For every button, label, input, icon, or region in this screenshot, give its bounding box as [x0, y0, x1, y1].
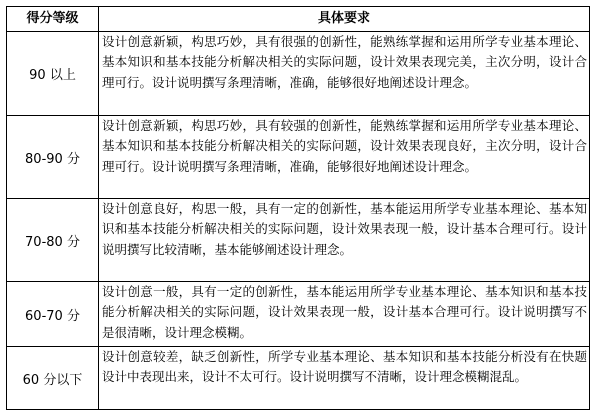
requirement-cell: 设计创意一般，具有一定的创新性，基本能运用所学专业基本理论、基本知识和基本技能分析解决相关的实际问题，设计效果表现一般，设计基本合理可行。设计说明撰写不是很清晰，设计理念模糊。: [99, 282, 590, 347]
table-row: [7, 116, 590, 199]
grading-criteria-table: [6, 6, 590, 410]
header-requirements: 具体要求: [99, 7, 590, 32]
table-row: [7, 32, 590, 116]
requirement-cell: 设计创意新颖，构思巧妙，具有很强的创新性，能熟练掌握和运用所学专业基本理论、基本知识和基本技能分析解决相关的实际问题，设计效果表现完美，主次分明，设计合理可行。设计说明撰写条理清晰，准确，能够很好地阐述设计理念。: [99, 32, 590, 116]
requirement-cell: 设计创意较差，缺乏创新性，所学专业基本理论、基本知识和基本技能分析没有在快题设计中表现出来，设计不太可行。设计说明撰写不清晰，设计理念模糊混乱。: [99, 347, 590, 410]
grade-cell: 70-80 分: [7, 199, 99, 282]
requirement-cell: 设计创意良好，构思一般，具有一定的创新性，基本能运用所学专业基本理论、基本知识和基本技能分析解决相关的实际问题，设计效果表现一般，设计基本合理可行。设计说明撰写比较清晰，基本能够阐述设计理念。: [99, 199, 590, 282]
header-row: [7, 7, 590, 32]
grade-cell: 60 分以下: [7, 347, 99, 410]
table-row: [7, 282, 590, 347]
table-row: [7, 199, 590, 282]
header-grade-level: 得分等级: [7, 7, 99, 32]
table-row: [7, 347, 590, 410]
grade-cell: 60-70 分: [7, 282, 99, 347]
grade-cell: 80-90 分: [7, 116, 99, 199]
grade-cell: 90 以上: [7, 32, 99, 116]
requirement-cell: 设计创意新颖，构思巧妙，具有较强的创新性，能熟练掌握和运用所学专业基本理论、基本知识和基本技能分析解决相关的实际问题，设计效果表现良好，主次分明，设计合理可行。设计说明撰写条理清晰，准确，能够很好地阐述设计理念。: [99, 116, 590, 199]
